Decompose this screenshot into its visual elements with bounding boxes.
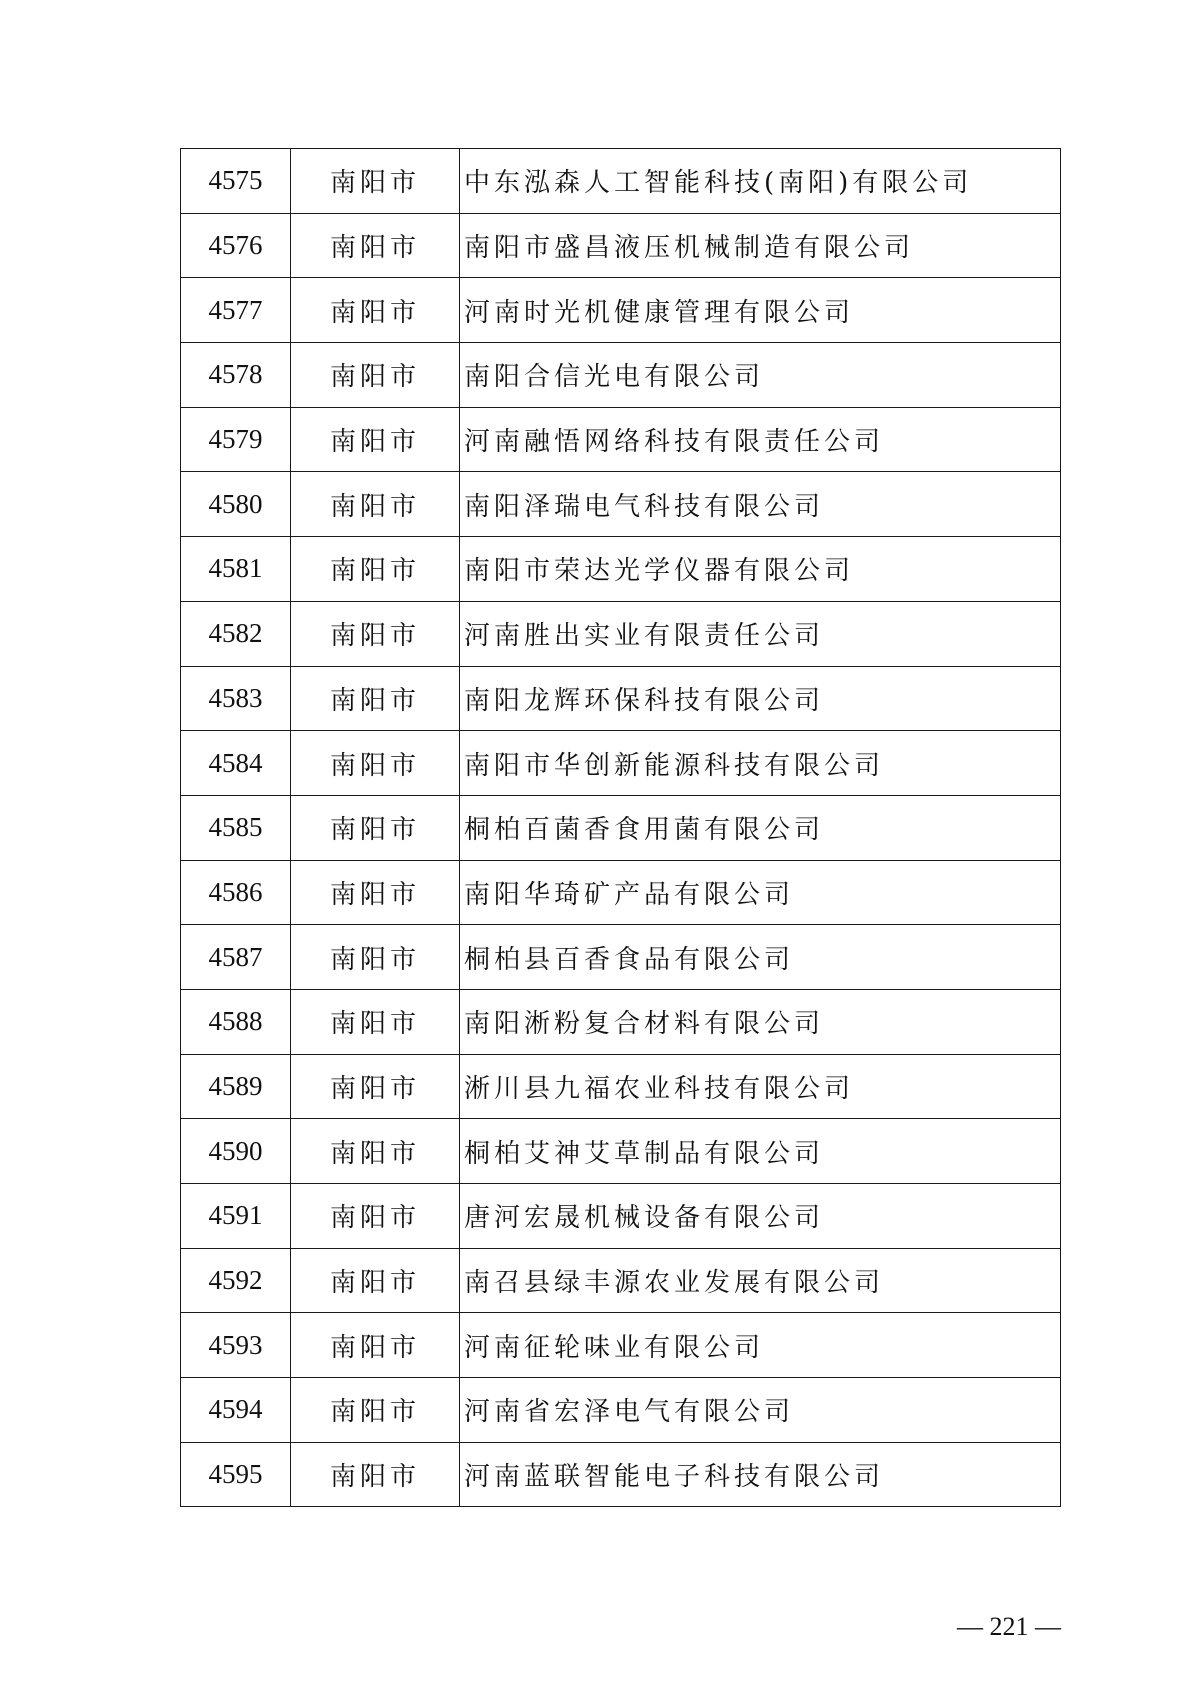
table-row	[181, 537, 1061, 602]
row-number-cell: 4595	[181, 1442, 291, 1507]
company-name-cell: 河南省宏泽电气有限公司	[460, 1378, 1061, 1443]
company-name-cell: 桐柏艾神艾草制品有限公司	[460, 1119, 1061, 1184]
row-number-cell: 4575	[181, 149, 291, 214]
city-cell: 南阳市	[291, 860, 460, 925]
city-cell: 南阳市	[291, 472, 460, 537]
table-row	[181, 1313, 1061, 1378]
city-cell: 南阳市	[291, 1442, 460, 1507]
table-row	[181, 213, 1061, 278]
company-name-cell: 淅川县九福农业科技有限公司	[460, 1054, 1061, 1119]
page-number: — 221 —	[957, 1612, 1061, 1641]
row-number-cell: 4581	[181, 537, 291, 602]
company-name-cell: 南阳华琦矿产品有限公司	[460, 860, 1061, 925]
city-cell: 南阳市	[291, 1054, 460, 1119]
company-name-cell: 桐柏百菌香食用菌有限公司	[460, 795, 1061, 860]
row-number-cell: 4587	[181, 925, 291, 990]
company-name-cell: 南阳市华创新能源科技有限公司	[460, 731, 1061, 796]
company-name-cell: 南阳龙辉环保科技有限公司	[460, 666, 1061, 731]
company-name-cell: 河南时光机健康管理有限公司	[460, 278, 1061, 343]
company-name-cell: 唐河宏晟机械设备有限公司	[460, 1184, 1061, 1249]
company-name-cell: 中东泓森人工智能科技(南阳)有限公司	[460, 149, 1061, 214]
row-number-cell: 4584	[181, 731, 291, 796]
table-row	[181, 601, 1061, 666]
company-name-cell: 南召县绿丰源农业发展有限公司	[460, 1248, 1061, 1313]
company-name-cell: 河南胜出实业有限责任公司	[460, 601, 1061, 666]
table-row	[181, 1054, 1061, 1119]
row-number-cell: 4592	[181, 1248, 291, 1313]
company-name-cell: 南阳市盛昌液压机械制造有限公司	[460, 213, 1061, 278]
row-number-cell: 4590	[181, 1119, 291, 1184]
row-number-cell: 4588	[181, 989, 291, 1054]
row-number-cell: 4593	[181, 1313, 291, 1378]
table-row	[181, 731, 1061, 796]
table-row	[181, 1248, 1061, 1313]
company-name-cell: 南阳泽瑞电气科技有限公司	[460, 472, 1061, 537]
row-number-cell: 4577	[181, 278, 291, 343]
city-cell: 南阳市	[291, 149, 460, 214]
company-name-cell: 南阳合信光电有限公司	[460, 343, 1061, 408]
row-number-cell: 4576	[181, 213, 291, 278]
company-name-cell: 河南征轮味业有限公司	[460, 1313, 1061, 1378]
row-number-cell: 4579	[181, 407, 291, 472]
city-cell: 南阳市	[291, 343, 460, 408]
company-name-cell: 河南蓝联智能电子科技有限公司	[460, 1442, 1061, 1507]
city-cell: 南阳市	[291, 407, 460, 472]
table-row	[181, 149, 1061, 214]
company-name-cell: 桐柏县百香食品有限公司	[460, 925, 1061, 990]
city-cell: 南阳市	[291, 1378, 460, 1443]
table-row	[181, 472, 1061, 537]
row-number-cell: 4586	[181, 860, 291, 925]
city-cell: 南阳市	[291, 666, 460, 731]
city-cell: 南阳市	[291, 1119, 460, 1184]
row-number-cell: 4582	[181, 601, 291, 666]
city-cell: 南阳市	[291, 213, 460, 278]
table-row	[181, 666, 1061, 731]
table-row	[181, 925, 1061, 990]
row-number-cell: 4580	[181, 472, 291, 537]
table-row	[181, 1378, 1061, 1443]
table-row	[181, 343, 1061, 408]
city-cell: 南阳市	[291, 989, 460, 1054]
row-number-cell: 4583	[181, 666, 291, 731]
table-row	[181, 795, 1061, 860]
city-cell: 南阳市	[291, 795, 460, 860]
city-cell: 南阳市	[291, 731, 460, 796]
company-name-cell: 南阳市荣达光学仪器有限公司	[460, 537, 1061, 602]
table-row	[181, 989, 1061, 1054]
city-cell: 南阳市	[291, 1313, 460, 1378]
table-row	[181, 1442, 1061, 1507]
table-row	[181, 278, 1061, 343]
row-number-cell: 4591	[181, 1184, 291, 1249]
city-cell: 南阳市	[291, 1248, 460, 1313]
company-table-container	[180, 148, 1061, 1507]
city-cell: 南阳市	[291, 278, 460, 343]
row-number-cell: 4578	[181, 343, 291, 408]
table-row	[181, 860, 1061, 925]
row-number-cell: 4585	[181, 795, 291, 860]
table-row	[181, 1184, 1061, 1249]
company-name-cell: 南阳淅粉复合材料有限公司	[460, 989, 1061, 1054]
table-row	[181, 407, 1061, 472]
table-row	[181, 1119, 1061, 1184]
company-name-cell: 河南融悟网络科技有限责任公司	[460, 407, 1061, 472]
city-cell: 南阳市	[291, 537, 460, 602]
company-table	[180, 148, 1061, 1507]
city-cell: 南阳市	[291, 1184, 460, 1249]
row-number-cell: 4589	[181, 1054, 291, 1119]
city-cell: 南阳市	[291, 925, 460, 990]
row-number-cell: 4594	[181, 1378, 291, 1443]
company-table-body	[181, 149, 1061, 1507]
city-cell: 南阳市	[291, 601, 460, 666]
